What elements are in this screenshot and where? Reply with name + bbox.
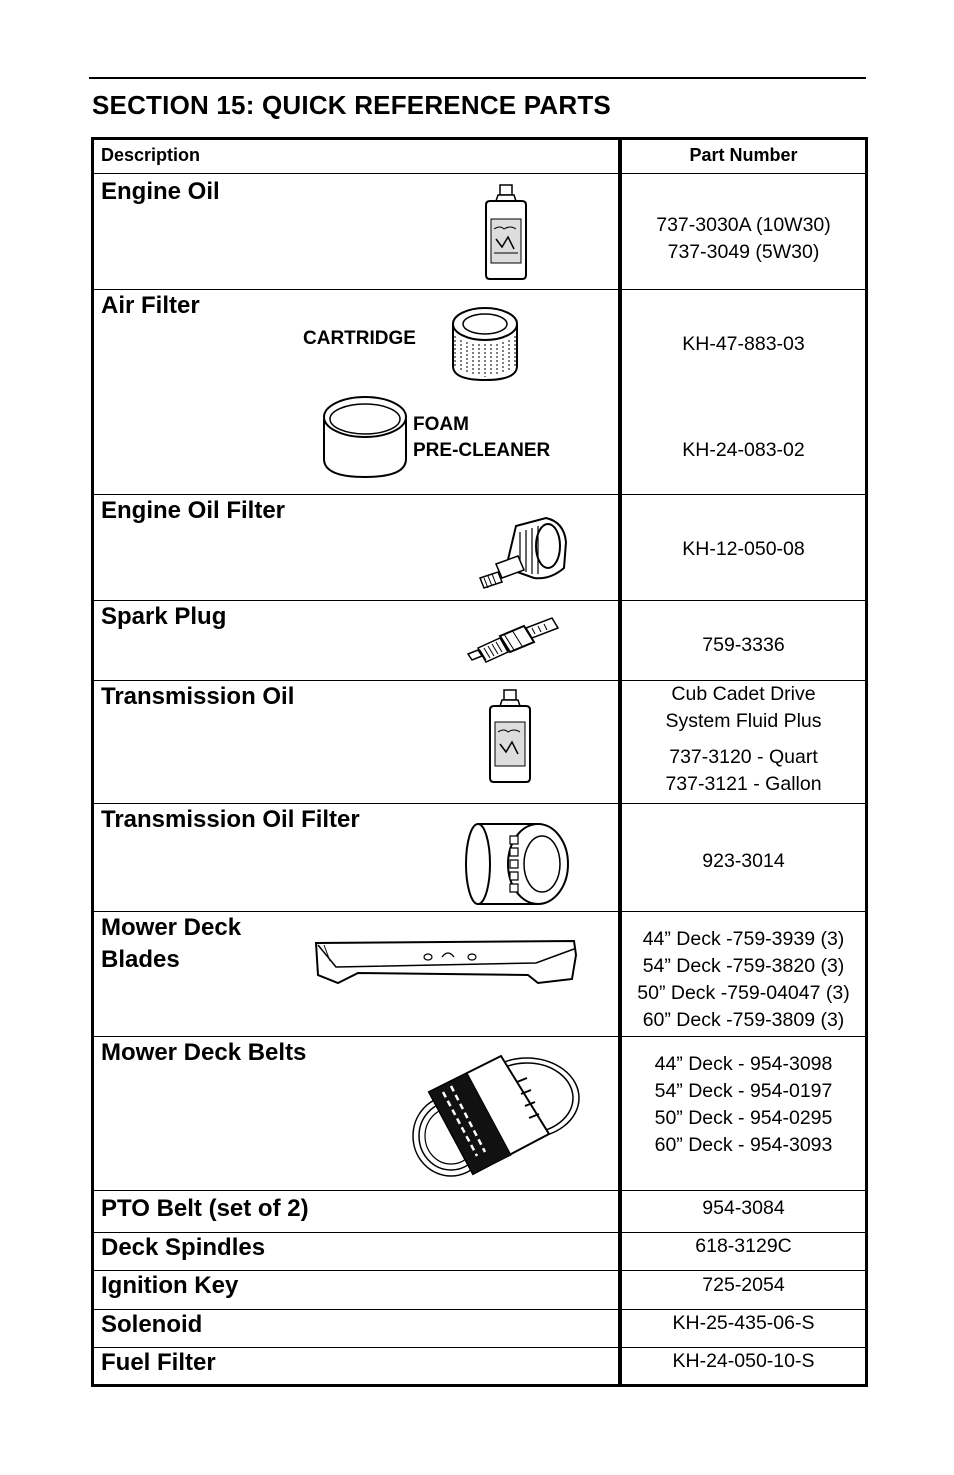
row-name-mower-deck: Mower Deck <box>101 914 242 941</box>
row-divider <box>94 803 865 804</box>
row-divider <box>94 1190 865 1191</box>
row-name-blades: Blades <box>101 946 180 973</box>
part-number-solenoid: KH-25-435-06-S <box>672 1312 815 1334</box>
part-number-foam: KH-24-083-02 <box>682 439 805 461</box>
part-number: 737-3030A (10W30) <box>656 214 831 236</box>
parts-table <box>91 137 868 1387</box>
row-divider <box>94 173 865 174</box>
oil-bottle-icon <box>482 183 532 283</box>
part-number: 54” Deck - 954-0197 <box>654 1080 833 1102</box>
part-number: 60” Deck -759-3809 (3) <box>642 1009 845 1031</box>
part-number: Cub Cadet Drive <box>671 683 816 705</box>
foam-label <box>413 412 550 464</box>
part-number: 737-3049 (5W30) <box>667 241 820 263</box>
part-number-ignition-key: 725-2054 <box>702 1274 785 1296</box>
transmission-oil-bottle-icon <box>486 688 534 786</box>
row-divider <box>94 1270 865 1271</box>
part-number: 50” Deck -759-04047 (3) <box>637 982 850 1004</box>
part-number: 60” Deck - 954-3093 <box>654 1134 833 1156</box>
row-name-engine-oil: Engine Oil <box>101 178 220 205</box>
row-divider <box>94 1036 865 1037</box>
header-description: Description <box>101 145 201 165</box>
row-name-fuel-filter: Fuel Filter <box>101 1349 216 1376</box>
foam-label-line-1: FOAM <box>413 414 469 435</box>
top-rule <box>89 77 866 79</box>
part-number: System Fluid Plus <box>665 710 822 732</box>
row-name-ignition-key: Ignition Key <box>101 1272 239 1299</box>
row-name-pto-belt: PTO Belt (set of 2) <box>101 1195 309 1222</box>
foam-label-line-2: PRE-CLEANER <box>413 440 551 461</box>
row-name-transmission-oil: Transmission Oil <box>101 683 295 710</box>
part-number-spark-plug: 759-3336 <box>702 634 785 656</box>
row-divider <box>94 600 865 601</box>
part-numbers-transmission-oil <box>622 681 865 798</box>
part-number-engine-oil-filter: KH-12-050-08 <box>682 538 805 560</box>
transmission-filter-icon <box>462 820 572 908</box>
row-divider <box>94 911 865 912</box>
part-number: 44” Deck - 954-3098 <box>654 1053 833 1075</box>
part-numbers-mower-belts <box>622 1051 865 1159</box>
part-number: 44” Deck -759-3939 (3) <box>642 928 845 950</box>
row-divider <box>94 494 865 495</box>
header-part-number: Part Number <box>689 145 798 165</box>
part-number: 50” Deck - 954-0295 <box>654 1107 833 1129</box>
row-name-mower-deck-belts: Mower Deck Belts <box>101 1039 307 1066</box>
row-name-air-filter: Air Filter <box>101 292 200 319</box>
part-numbers-mower-blades <box>622 926 865 1034</box>
part-number-cartridge: KH-47-883-03 <box>682 333 805 355</box>
part-number: 737-3121 - Gallon <box>665 773 822 795</box>
belt-package-icon <box>409 1052 585 1182</box>
part-numbers-engine-oil <box>622 212 865 266</box>
row-name-spark-plug: Spark Plug <box>101 603 227 630</box>
part-number-transmission-oil-filter: 923-3014 <box>702 850 785 872</box>
part-number: 54” Deck -759-3820 (3) <box>642 955 845 977</box>
air-filter-cartridge-icon <box>447 302 527 386</box>
section-title: SECTION 15: QUICK REFERENCE PARTS <box>92 90 611 120</box>
row-name-engine-oil-filter: Engine Oil Filter <box>101 497 286 524</box>
cartridge-label: CARTRIDGE <box>303 328 416 349</box>
row-name-solenoid: Solenoid <box>101 1311 203 1338</box>
row-name-transmission-oil-filter: Transmission Oil Filter <box>101 806 360 833</box>
part-number-pto-belt: 954-3084 <box>702 1197 785 1219</box>
row-divider <box>94 289 865 290</box>
part-number: 737-3120 - Quart <box>669 746 818 768</box>
oil-filter-icon <box>476 514 572 594</box>
row-name-deck-spindles: Deck Spindles <box>101 1234 266 1261</box>
part-number-deck-spindles: 618-3129C <box>695 1235 792 1257</box>
spark-plug-icon <box>464 614 560 666</box>
mower-blade-icon <box>312 935 580 987</box>
part-number-fuel-filter: KH-24-050-10-S <box>672 1350 815 1372</box>
foam-pre-cleaner-icon <box>320 393 410 481</box>
